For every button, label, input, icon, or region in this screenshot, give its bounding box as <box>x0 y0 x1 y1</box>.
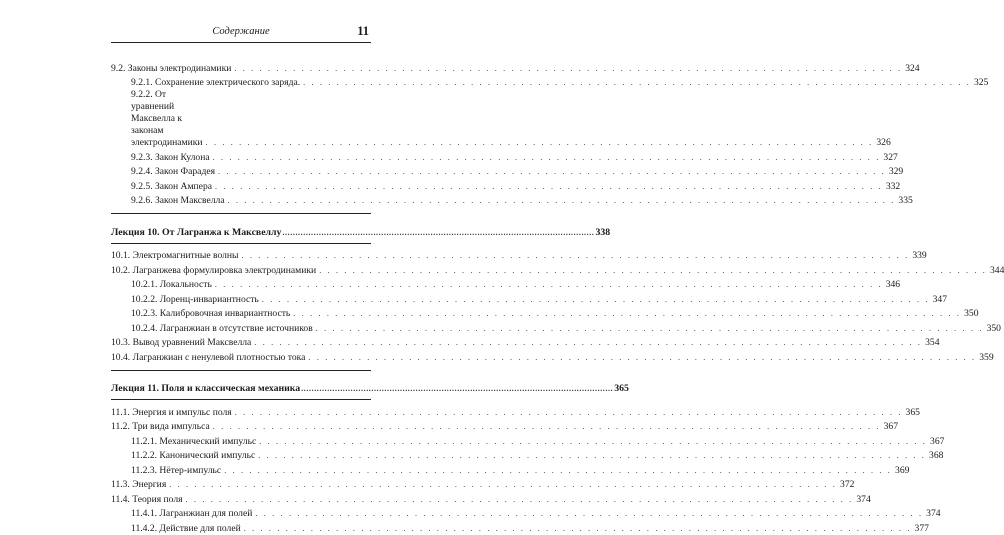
section-divider <box>111 243 371 244</box>
dot-leader: . . . . . . . . . . . . . . . . . . . . . . . . . . . . . . . . . . . . . . . . . . . . . . . . . . . . . . . . . . . . . . . . . . . . . . . . . . . . . . . . <box>259 436 928 446</box>
toc-entry-label: 11.1. Энергия и импульс поля <box>111 406 232 418</box>
toc-entry[interactable] <box>111 262 1004 277</box>
toc-entry-page: 338 <box>595 226 611 238</box>
toc-entry-label: 10.1. Электромагнитные волны <box>111 250 239 261</box>
toc-entry-label: 10.2.3. Калибровочная инвариантность <box>131 308 291 319</box>
dot-leader: . . . . . . . . . . . . . . . . . . . . . . . . . . . . . . . . . . . . . . . . . . . . . . . . . . . . . . . . . . . . . . . . . . . . . . . . . . . . . . . . <box>224 465 893 475</box>
toc-entry[interactable] <box>111 149 898 164</box>
toc-entry-label: 11.2.3. Нётер-импульс <box>131 464 222 476</box>
toc-entry-label: 9.2.2. От уравнений Максвелла к законам электродинамики <box>131 89 203 148</box>
toc-entry-label: 11.2.2. Канонический импульс <box>131 450 256 461</box>
dot-leader: . . . . . . . . . . . . . . . . . . . . . . . . . . . . . . . . . . . . . . . . . . . . . . . . . . . . . . . . . . . . . . . . . . . . . . . . . . . . . . . . <box>255 509 924 518</box>
dot-leader: . . . . . . . . . . . . . . . . . . . . . . . . . . . . . . . . . . . . . . . . . . . . . . . . . . . . . . . . . . . . . . . . . . . . . . . . . . . . . . . . <box>258 451 927 460</box>
running-header <box>111 24 371 43</box>
toc-lecture-entry[interactable] <box>111 381 629 400</box>
dot-leader: . . . . . . . . . . . . . . . . . . . . . . . . . . . . . . . . . . . . . . . . . . . . . . . . . . . . . . . . . . . . . . . . . . . . . . . . . . . . . . . . <box>303 78 971 87</box>
toc-entry[interactable] <box>111 248 927 263</box>
toc-entry[interactable] <box>111 306 979 321</box>
toc-entry-page: 346 <box>885 279 901 290</box>
toc-entry-label: 11.4.2. Действие для полей <box>131 522 241 534</box>
toc-entry-page: 368 <box>929 450 944 461</box>
toc-entry[interactable] <box>111 89 891 149</box>
toc-entry-page: 354 <box>925 337 940 348</box>
toc-entry-page: 350 <box>986 322 1001 334</box>
toc-entry-page: 369 <box>895 464 910 476</box>
toc-entry-label: 9.2.3. Закон Кулона <box>131 151 210 163</box>
toc-entry-label: 11.3. Энергия <box>111 479 167 490</box>
dot-leader: ........................................................................................................................ <box>282 227 595 237</box>
toc-entry[interactable] <box>111 178 901 193</box>
running-header-title: Содержание <box>212 26 270 37</box>
dot-leader: . . . . . . . . . . . . . . . . . . . . . . . . . . . . . . . . . . . . . . . . . . . . . . . . . . . . . . . . . . . . . . . . . . . . . . . . . . . . . . . . <box>243 523 912 533</box>
toc-entry[interactable] <box>111 164 904 179</box>
dot-leader: . . . . . . . . . . . . . . . . . . . . . . . . . . . . . . . . . . . . . . . . . . . . . . . . . . . . . . . . . . . . . . . . . . . . . . . . . . . . . . . . <box>215 181 883 191</box>
section-divider <box>111 399 371 400</box>
toc-entry[interactable] <box>111 433 945 448</box>
dot-leader: . . . . . . . . . . . . . . . . . . . . . . . . . . . . . . . . . . . . . . . . . . . . . . . . . . . . . . . . . . . . . . . . . . . . . . . . . . . . . . . . <box>169 480 838 489</box>
dot-leader: . . . . . . . . . . . . . . . . . . . . . . . . . . . . . . . . . . . . . . . . . . . . . . . . . . . . . . . . . . . . . . . . . . . . . . . . . . . . . . . . <box>234 63 903 73</box>
toc-entry-page: 335 <box>898 195 913 206</box>
toc-entry-page: 377 <box>914 522 929 534</box>
toc-entry-page: 324 <box>905 62 920 74</box>
dot-leader: . . . . . . . . . . . . . . . . . . . . . . . . . . . . . . . . . . . . . . . . . . . . . . . . . . . . . . . . . . . . . . . . . . . . . . . . . . . . . . . . <box>212 422 881 431</box>
toc-entry[interactable] <box>111 320 1001 335</box>
dot-leader: . . . . . . . . . . . . . . . . . . . . . . . . . . . . . . . . . . . . . . . . . . . . . . . . . . . . . . . . . . . . . . . . . . . . . . . . . . . . . . . . <box>293 309 962 318</box>
toc-entry-label: 10.2.2. Лоренц-инвариантность <box>131 293 259 305</box>
toc-entry[interactable] <box>111 335 940 350</box>
toc-entry-label: Лекция 10. От Лагранжа к Максвеллу <box>111 226 282 238</box>
dot-leader: . . . . . . . . . . . . . . . . . . . . . . . . . . . . . . . . . . . . . . . . . . . . . . . . . . . . . . . . . . . . . . . . . . . . . . . . . . . . . . . . <box>234 407 903 417</box>
toc-entry-label: 11.2. Три вида импульса <box>111 421 210 432</box>
toc-entry[interactable] <box>111 75 989 90</box>
toc-entry[interactable] <box>111 419 898 434</box>
toc-entry-page: 367 <box>930 435 945 447</box>
section-divider <box>111 213 371 214</box>
toc-entry[interactable] <box>111 462 910 477</box>
dot-leader: . . . . . . . . . . . . . . . . . . . . . . . . . . . . . . . . . . . . . . . . . . . . . . . . . . . . . . . . . . . . . . . . . . . . . . . . . . . . . . . . <box>319 265 987 275</box>
toc-entry[interactable] <box>111 349 994 364</box>
toc-entry-label: 9.2.5. Закон Ампера <box>131 180 212 192</box>
toc-entry-label: 10.2. Лагранжева формулировка электродинамики <box>111 264 317 276</box>
toc-entry-label: 11.2.1. Механический импульс <box>131 435 257 447</box>
toc-entry-label: 11.4. Теория поля <box>111 493 183 505</box>
toc-entry-page: 350 <box>964 308 979 319</box>
toc-entry-page: 344 <box>990 264 1004 276</box>
section-divider <box>111 370 371 371</box>
toc-entry-label: 9.2.6. Закон Максвелла <box>131 195 225 206</box>
toc-entry[interactable] <box>111 491 871 506</box>
dot-leader: . . . . . . . . . . . . . . . . . . . . . . . . . . . . . . . . . . . . . . . . . . . . . . . . . . . . . . . . . . . . . . . . . . . . . . . . . . . . . . . . <box>227 196 896 205</box>
dot-leader: . . . . . . . . . . . . . . . . . . . . . . . . . . . . . . . . . . . . . . . . . . . . . . . . . . . . . . . . . . . . . . . . . . . . . . . . . . . . . . . . <box>315 323 984 333</box>
dot-leader: ........................................................................................................................ <box>301 384 614 393</box>
toc-entry-page: 327 <box>883 151 898 163</box>
toc-entry-label: 11.4.1. Лагранжиан для полей <box>131 508 253 519</box>
toc-entry-page: 339 <box>912 250 927 261</box>
toc-entry[interactable] <box>111 477 855 492</box>
toc-entry[interactable] <box>111 448 944 463</box>
toc-entry-page: 374 <box>856 493 871 505</box>
toc-entry[interactable] <box>111 277 901 292</box>
dot-leader: . . . . . . . . . . . . . . . . . . . . . . . . . . . . . . . . . . . . . . . . . . . . . . . . . . . . . . . . . . . . . . . . . . . . . . . . . . . . . . . . <box>218 167 886 176</box>
toc-entry-label: 9.2. Законы электродинамики <box>111 62 232 74</box>
toc-entry-page: 372 <box>840 479 855 490</box>
toc-lecture-entry[interactable] <box>111 224 611 243</box>
dot-leader: . . . . . . . . . . . . . . . . . . . . . . . . . . . . . . . . . . . . . . . . . . . . . . . . . . . . . . . . . . . . . . . . . . . . . . . . . . . . . . . . <box>185 494 854 504</box>
toc-entry-page: 329 <box>888 166 904 177</box>
dot-leader: . . . . . . . . . . . . . . . . . . . . . . . . . . . . . . . . . . . . . . . . . . . . . . . . . . . . . . . . . . . . . . . . . . . . . . . . . . . . . . . . <box>254 338 923 347</box>
toc-entry-label: 10.2.4. Лагранжиан в отсутствие источников <box>131 322 313 334</box>
dot-leader: . . . . . . . . . . . . . . . . . . . . . . . . . . . . . . . . . . . . . . . . . . . . . . . . . . . . . . . . . . . . . . . . . . . . . . . . . . . . . . . . <box>261 294 930 304</box>
toc-entry-label: 10.4. Лагранжиан с ненулевой плотностью тока <box>111 351 306 363</box>
toc-entry-label: 9.2.4. Закон Фарадея <box>131 166 215 177</box>
page-number: 11 <box>357 24 369 38</box>
dot-leader: . . . . . . . . . . . . . . . . . . . . . . . . . . . . . . . . . . . . . . . . . . . . . . . . . . . . . . . . . . . . . . . . . . . . . . . . . . . . . . . . <box>205 138 874 147</box>
book-page <box>111 24 1004 535</box>
toc-entry-page: 325 <box>973 77 989 88</box>
toc-entry-label: Лекция 11. Поля и классическая механика <box>111 383 301 394</box>
dot-leader: . . . . . . . . . . . . . . . . . . . . . . . . . . . . . . . . . . . . . . . . . . . . . . . . . . . . . . . . . . . . . . . . . . . . . . . . . . . . . . . . <box>212 152 881 162</box>
toc-entry-page: 365 <box>614 383 629 394</box>
toc-entry-page: 326 <box>876 137 891 148</box>
toc-entry-page: 347 <box>932 293 948 305</box>
toc-entry[interactable] <box>111 291 948 306</box>
table-of-contents <box>111 60 1004 535</box>
dot-leader: . . . . . . . . . . . . . . . . . . . . . . . . . . . . . . . . . . . . . . . . . . . . . . . . . . . . . . . . . . . . . . . . . . . . . . . . . . . . . . . . <box>214 280 883 289</box>
toc-entry-page: 374 <box>926 508 941 519</box>
toc-entry-page: 365 <box>905 406 920 418</box>
toc-entry[interactable] <box>111 404 920 419</box>
dot-leader: . . . . . . . . . . . . . . . . . . . . . . . . . . . . . . . . . . . . . . . . . . . . . . . . . . . . . . . . . . . . . . . . . . . . . . . . . . . . . . . . <box>241 251 910 260</box>
toc-entry[interactable] <box>111 193 913 208</box>
toc-entry-label: 10.3. Вывод уравнений Максвелла <box>111 337 252 348</box>
toc-entry-page: 359 <box>979 351 994 363</box>
toc-entry[interactable] <box>111 60 920 75</box>
toc-entry[interactable] <box>111 506 941 521</box>
toc-entry-page: 367 <box>883 421 898 432</box>
toc-entry[interactable] <box>111 520 929 535</box>
dot-leader: . . . . . . . . . . . . . . . . . . . . . . . . . . . . . . . . . . . . . . . . . . . . . . . . . . . . . . . . . . . . . . . . . . . . . . . . . . . . . . . . <box>308 352 977 362</box>
toc-entry-label: 9.2.1. Сохранение электрического заряда. <box>131 77 301 88</box>
toc-entry-label: 10.2.1. Локальность <box>131 279 212 290</box>
toc-entry-page: 332 <box>885 180 901 192</box>
